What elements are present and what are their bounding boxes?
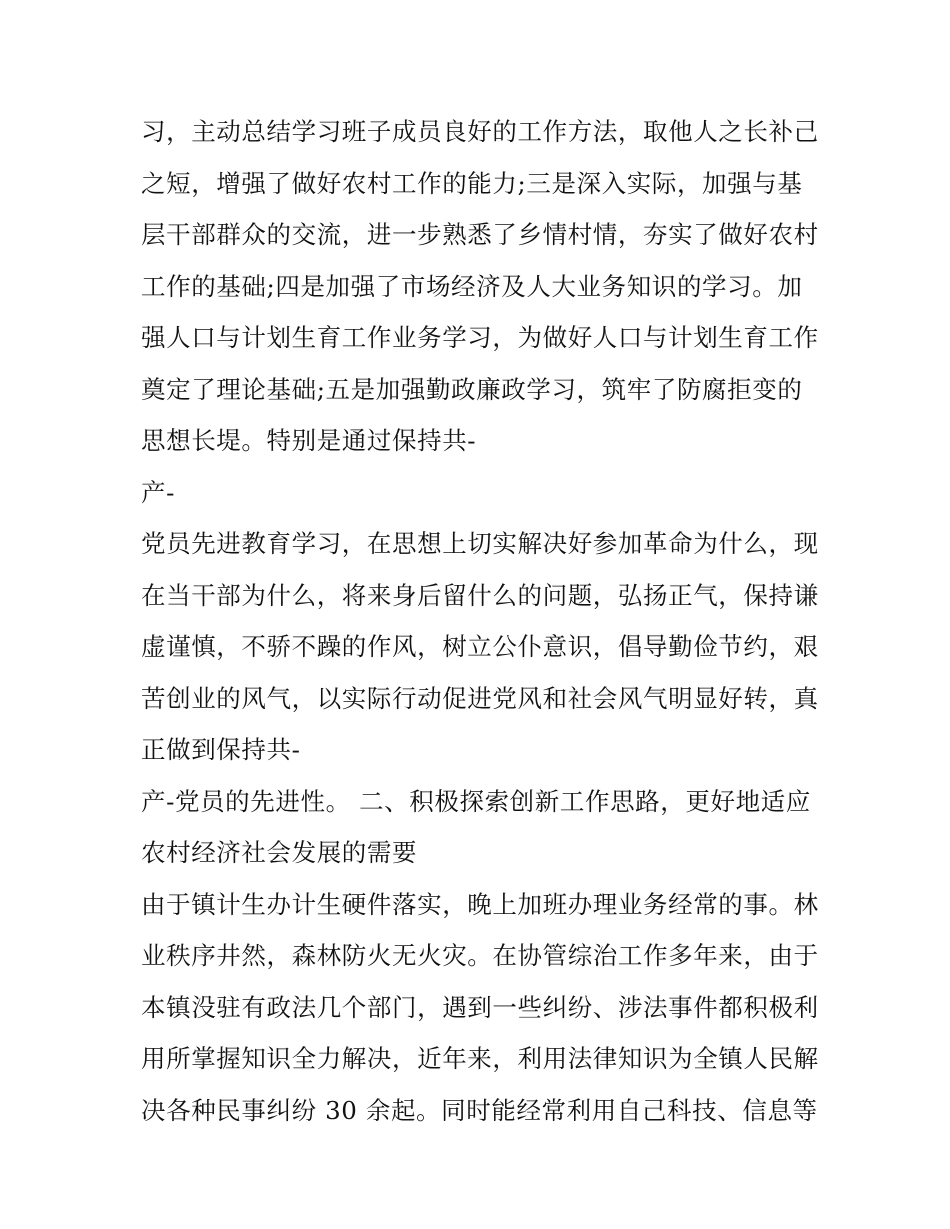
text-line: 本镇没驻有政法几个部门，遇到一些纠纷、涉法事件都积极利 bbox=[141, 992, 819, 1022]
text-line: 产- bbox=[141, 477, 175, 507]
text-line: 正做到保持共- bbox=[141, 735, 301, 764]
text-line: 虚谨慎，不骄不躁的作风，树立公仆意识，倡导勤俭节约，艰 bbox=[141, 632, 819, 661]
text-line: 之短，增强了做好农村工作的能力;三是深入实际，加强与基 bbox=[141, 168, 803, 198]
text-line: 产-党员的先进性。 二、积极探索创新工作思路，更好地适应 bbox=[141, 786, 811, 816]
text-line: 由于镇计生办计生硬件落实，晚上加班办理业务经常的事。林 bbox=[141, 889, 819, 919]
text-line: 决各种民事纠纷 30 余起。同时能经常利用自己科技、信息等 bbox=[141, 1095, 818, 1125]
text-line: 业秩序井然，森林防火无火灾。在协管综治工作多年来，由于 bbox=[141, 941, 819, 970]
text-line: 党员先进教育学习，在思想上切实解决好参加革命为什么，现 bbox=[141, 529, 819, 558]
text-line: 强人口与计划生育工作业务学习，为做好人口与计划生育工作 bbox=[141, 323, 819, 352]
body-text bbox=[141, 106, 821, 1136]
text-line: 习，主动总结学习班子成员良好的工作方法，取他人之长补己 bbox=[141, 117, 819, 146]
text-line: 农村经济社会发展的需要 bbox=[141, 838, 418, 867]
text-line: 工作的基础;四是加强了市场经济及人大业务知识的学习。加 bbox=[141, 271, 803, 301]
text-line: 苦创业的风气，以实际行动促进党风和社会风气明显好转，真 bbox=[141, 683, 819, 713]
text-line: 在当干部为什么，将来身后留什么的问题，弘扬正气，保持谦 bbox=[141, 580, 819, 610]
text-line: 奠定了理论基础;五是加强勤政廉政学习，筑牢了防腐拒变的 bbox=[141, 374, 803, 404]
text-line: 思想长堤。特别是通过保持共- bbox=[141, 426, 477, 455]
text-line: 用所掌握知识全力解决，近年来，利用法律知识为全镇人民解 bbox=[141, 1044, 819, 1073]
text-line: 层干部群众的交流，进一步熟悉了乡情村情，夯实了做好农村 bbox=[141, 220, 819, 249]
